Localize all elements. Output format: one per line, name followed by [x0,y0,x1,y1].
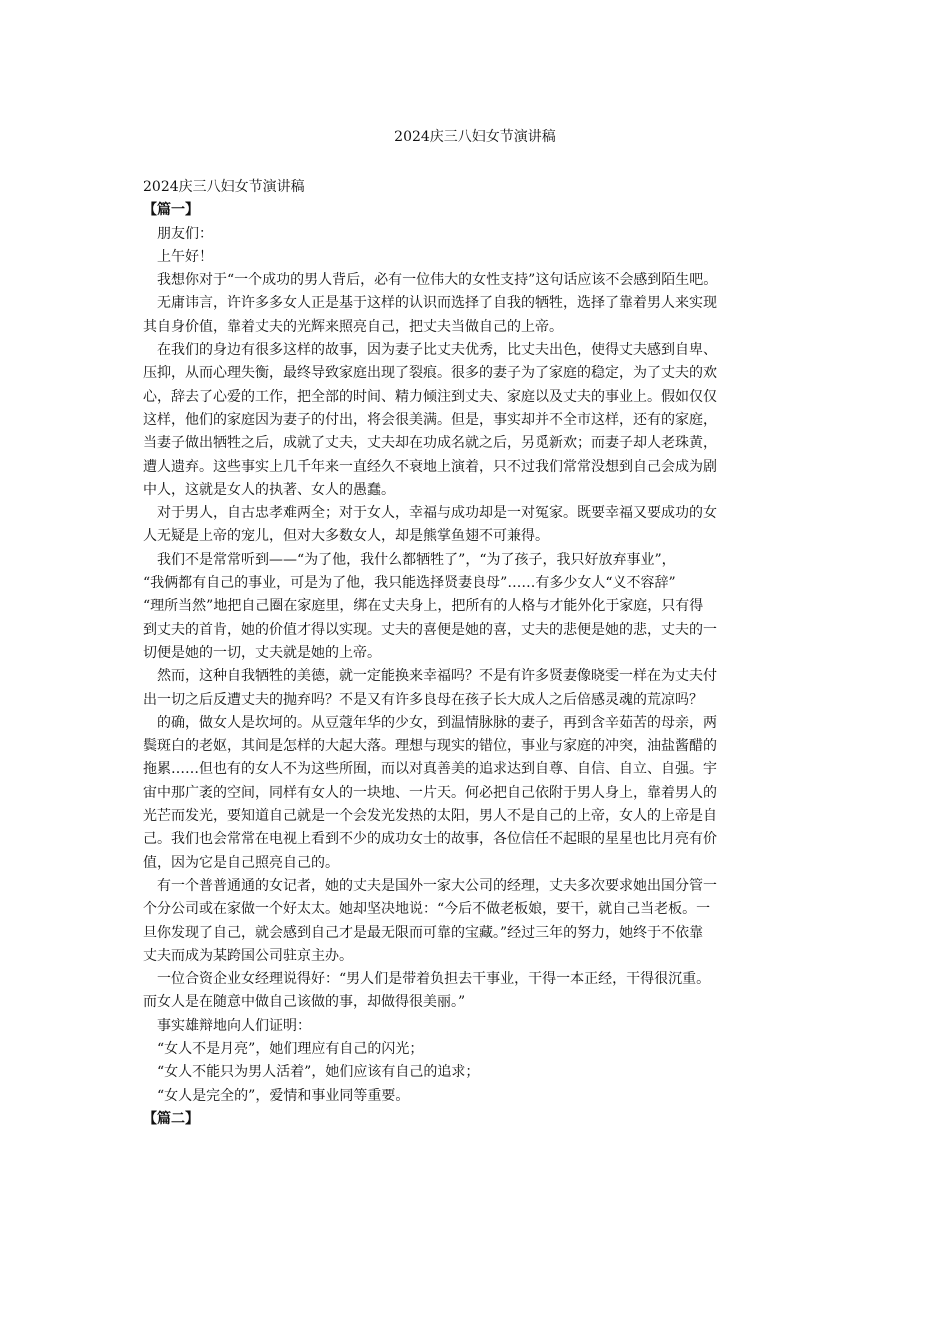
text-line: 我想你对于“一个成功的男人背后，必有一位伟大的女性支持”这句话应该不会感到陌生吧。 [157,272,718,289]
text-line: “女人是完全的”，爱情和事业同等重要。 [157,1087,410,1104]
text-line: 一位合资企业女经理说得好：“男人们是带着负担去干事业，干得一本正经，干得很沉重。 [157,971,711,988]
text-line: 的确，做女人是坎坷的。从豆蔻年华的少女，到温情脉脉的妻子，再到含辛茹苦的母亲，两 [157,714,717,731]
text-line: 鬓斑白的老妪，其间是怎样的大起大落。理想与现实的错位，事业与家庭的冲突，油盐酱醋的 [143,738,717,755]
text-line: 遭人遗弃。这些事实上几千年来一直经久不衰地上演着，只不过我们常常没想到自己会成为剧 [143,458,717,475]
text-line: 这样，他们的家庭因为妻子的付出，将会很美满。但是，事实却并不全市这样，还有的家庭， [143,411,717,428]
text-line: 中人，这就是女人的执著、女人的愚蠢。 [143,481,395,498]
section-heading: 【篇二】 [143,1110,199,1127]
text-line: 当妻子做出牺牲之后，成就了丈夫，丈夫却在功成名就之后，另觅新欢；而妻子却人老珠黄， [143,435,717,452]
text-line: 而女人是在随意中做自己该做的事，却做得很美丽。” [143,994,466,1011]
text-line: 然而，这种自我牺牲的美德，就一定能换来幸福吗？不是有许多贤妻像晓雯一样在为丈夫付 [157,668,717,685]
text-line: 光芒而发光，要知道自己就是一个会发光发热的太阳，男人不是自己的上帝，女人的上帝是自 [143,808,717,825]
text-line: 朋友们： [157,225,213,242]
text-line: 我们不是常常听到——“为了他，我什么都牺牲了”，“为了孩子，我只好放弃事业”， [157,551,676,568]
section-heading: 【篇一】 [143,202,199,219]
text-line: 心，辞去了心爱的工作，把全部的时间、精力倾注到丈夫、家庭以及丈夫的事业上。假如仅仅 [143,388,717,405]
text-line: 有一个普普通通的女记者，她的丈夫是国外一家大公司的经理，丈夫多次要求她出国分管一 [157,877,717,894]
text-line: 上午好！ [157,248,213,265]
text-line: 己。我们也会常常在电视上看到不少的成功女士的故事，各位信任不起眼的星星也比月亮有价 [143,831,717,848]
text-line: 压抑，从而心理失衡，最终导致家庭出现了裂痕。很多的妻子为了家庭的稳定，为了丈夫的欢 [143,365,717,382]
text-line: 拖累……但也有的女人不为这些所囿，而以对真善美的追求达到自尊、自信、自立、自强。宇 [143,761,717,778]
text-line: “女人不是月亮”，她们理应有自己的闪光； [157,1040,424,1057]
text-line: “理所当然”地把自己圈在家庭里，绑在丈夫身上，把所有的人格与才能外化于家庭，只有得 [143,598,704,615]
text-line: 切便是她的一切，丈夫就是她的上帝。 [143,644,381,661]
text-line: 人无疑是上帝的宠儿，但对大多数女人，却是熊掌鱼翅不可兼得。 [143,528,549,545]
text-line: 无庸讳言，许许多多女人正是基于这样的认识而选择了自我的牺牲，选择了靠着男人来实现 [157,295,717,312]
text-line: 值，因为它是自己照亮自己的。 [143,854,339,871]
document-title: 2024庆三八妇女节演讲稿 [394,129,556,145]
document-body [143,176,811,1131]
text-line: 事实雄辩地向人们证明： [157,1017,311,1034]
text-line: 丈夫而成为某跨国公司驻京主办。 [143,947,353,964]
text-line: 个分公司或在家做一个好太太。她却坚决地说：“今后不做老板娘，要干，就自己当老板。一 [143,901,711,918]
text-line: 2024庆三八妇女节演讲稿 [143,179,305,195]
text-line: “女人不能只为男人活着”，她们应该有自己的追求； [157,1064,480,1081]
text-line: 在我们的身边有很多这样的故事，因为妻子比丈夫优秀，比丈夫出色，使得丈夫感到自卑、 [157,342,717,359]
text-line: 出一切之后反遭丈夫的抛弃吗？不是又有许多良母在孩子长大成人之后倍感灵魂的荒凉吗？ [143,691,703,708]
text-line: 旦你发现了自己，就会感到自己才是最无限而可靠的宝藏。”经过三年的努力，她终于不依靠 [143,924,704,941]
text-line: “我俩都有自己的事业，可是为了他，我只能选择贤妻良母”……有多少女人“义不容辞” [143,575,676,592]
text-line: 对于男人，自古忠孝难两全；对于女人，幸福与成功却是一对冤家。既要幸福又要成功的女 [157,505,717,522]
text-line: 宙中那广袤的空间，同样有女人的一块地、一片天。何必把自己依附于男人身上，靠着男人的 [143,784,717,801]
text-line: 其自身价值，靠着丈夫的光辉来照亮自己，把丈夫当做自己的上帝。 [143,318,563,335]
text-line: 到丈夫的首肯，她的价值才得以实现。丈夫的喜便是她的喜，丈夫的悲便是她的悲，丈夫的一 [143,621,717,638]
